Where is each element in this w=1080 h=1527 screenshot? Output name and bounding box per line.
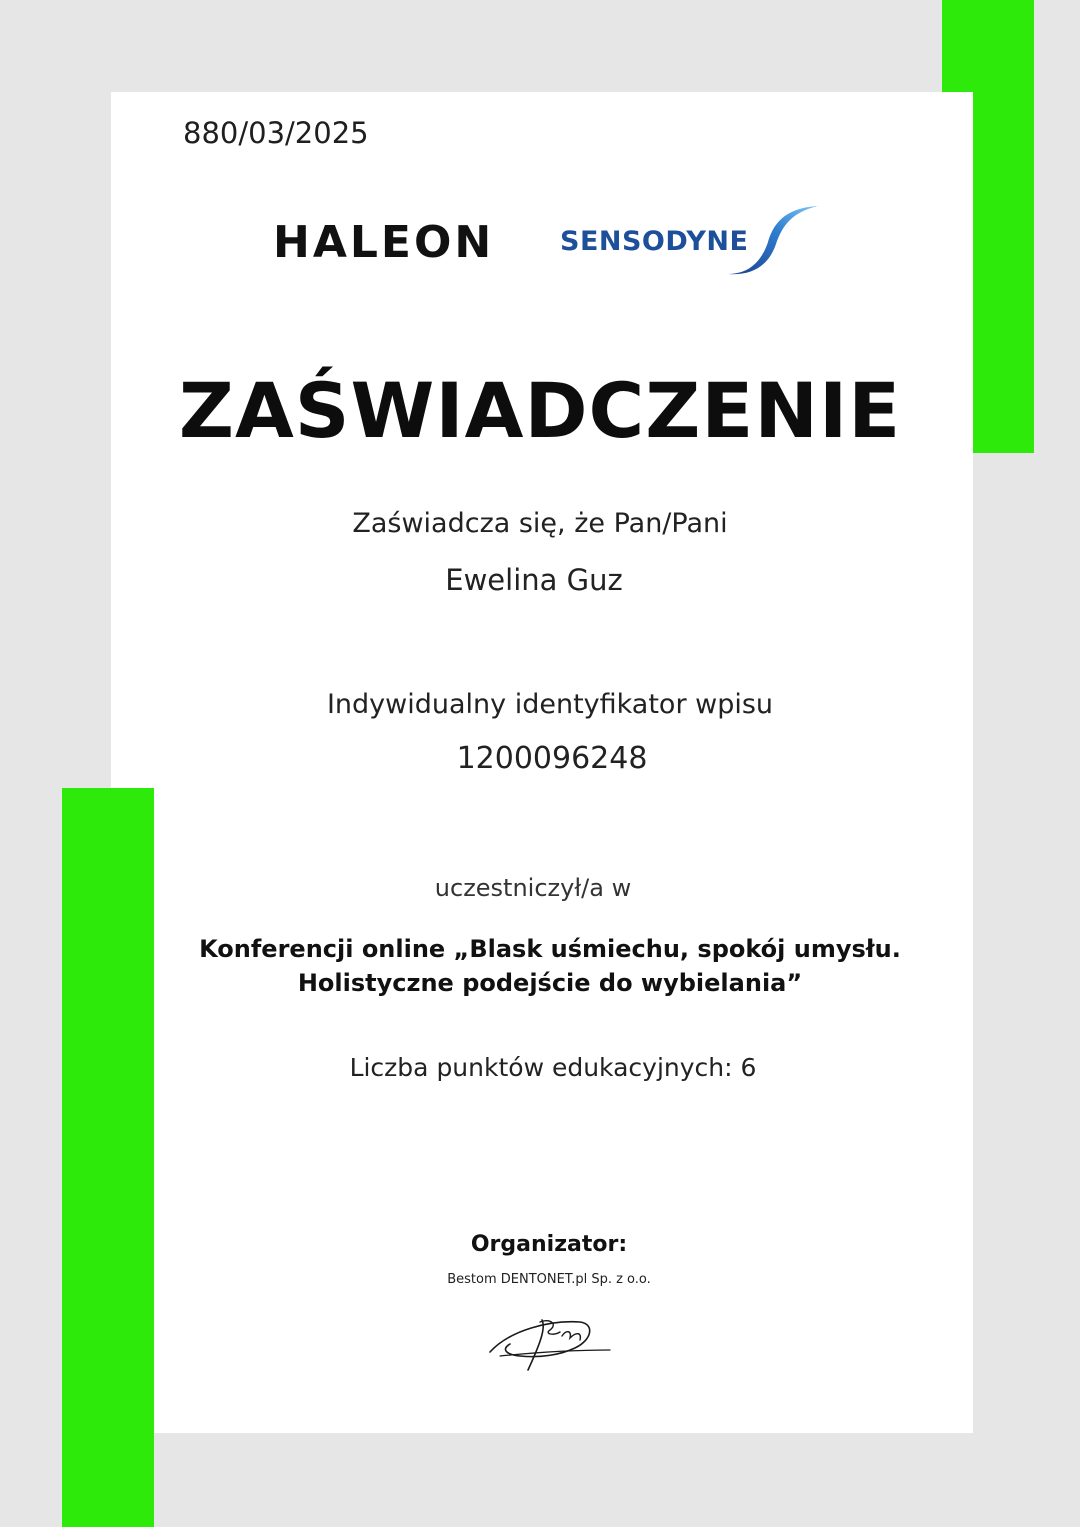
certify-line: Zaświadcza się, że Pan/Pani bbox=[352, 508, 728, 539]
id-label: Indywidualny identyfikator wpisu bbox=[326, 689, 774, 720]
organizer-name: Bestom DENTONET.pl Sp. z o.o. bbox=[447, 1272, 651, 1287]
education-points: Liczba punktów edukacyjnych: 6 bbox=[349, 1053, 757, 1082]
sensodyne-swoosh-icon bbox=[720, 200, 820, 280]
recipient-name: Ewelina Guz bbox=[445, 563, 623, 597]
sensodyne-logo bbox=[560, 200, 825, 280]
participated-line: uczestniczył/a w bbox=[434, 874, 632, 902]
certificate-title: ZAŚWIADCZENIE bbox=[178, 366, 902, 455]
conference-title bbox=[0, 932, 1080, 1000]
conference-title-line-1: Konferencji online „Blask uśmiechu, spokój umysłu. bbox=[199, 935, 901, 963]
sensodyne-logo-text: SENSODYNE bbox=[560, 226, 749, 257]
conference-title-line-2: Holistyczne podejście do wybielania” bbox=[297, 969, 803, 997]
signature bbox=[480, 1300, 620, 1380]
document-number: 880/03/2025 bbox=[183, 116, 369, 150]
id-value: 1200096248 bbox=[456, 741, 648, 776]
haleon-logo: HALEON bbox=[273, 217, 495, 268]
organizer-label: Organizator: bbox=[470, 1232, 628, 1257]
